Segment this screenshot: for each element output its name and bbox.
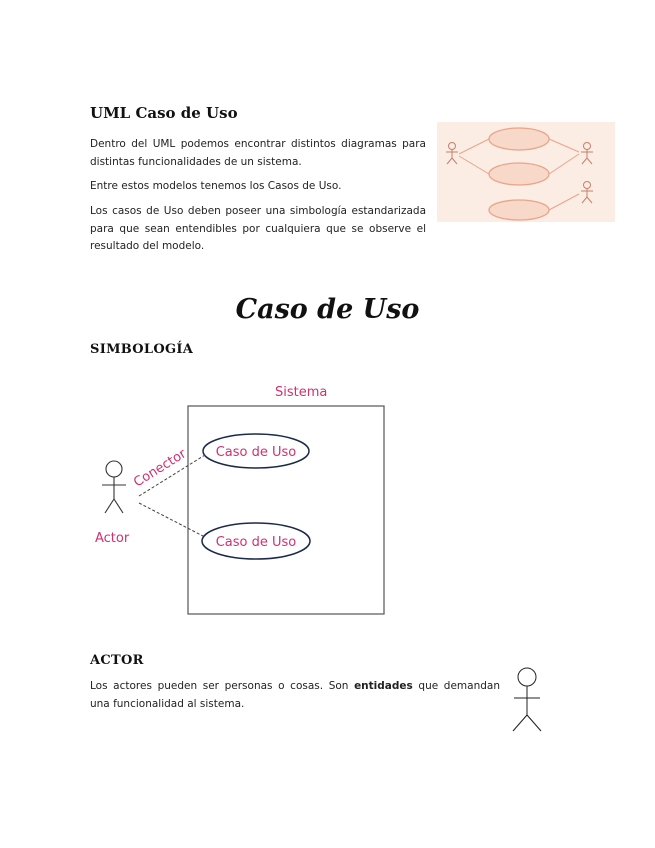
intro-paragraph-1: Dentro del UML podemos encontrar distintos diagramas para distintas funcionalidades de un sistema. <box>90 138 426 168</box>
intro-paragraph-3: Los casos de Uso deben poseer una simbología estandarizada para que sean entendibles por cualquiera que se observe el resultado del modelo. <box>90 205 426 252</box>
use-case-thumbnail-image <box>437 122 615 222</box>
heading-actor: ACTOR <box>90 653 144 668</box>
intro-paragraph-2: Entre estos modelos tenemos los Casos de Uso. <box>90 180 342 192</box>
actor-label: Actor <box>95 531 130 546</box>
use-case-label-1: Caso de Uso <box>215 445 297 460</box>
actor-figure-icon <box>505 665 550 737</box>
actor-text-before: Los actores pueden ser personas o cosas. Son <box>90 680 355 692</box>
actor-text-bold: entidades <box>354 680 413 692</box>
section-title-uml: UML Caso de Uso <box>90 104 238 122</box>
connector-label: Conector <box>131 446 189 491</box>
actor-icon <box>102 461 126 513</box>
main-title: Caso de Uso <box>235 294 420 325</box>
actor-paragraph <box>90 678 500 713</box>
use-case-label-2: Caso de Uso <box>215 535 297 550</box>
symbology-diagram <box>85 375 405 625</box>
system-label: Sistema <box>275 385 328 400</box>
connector-line-2 <box>139 503 203 536</box>
heading-simbologia: SIMBOLOGÍA <box>90 342 194 357</box>
actor-text-after: que demandan una funcionalidad al sistema. <box>90 680 500 710</box>
